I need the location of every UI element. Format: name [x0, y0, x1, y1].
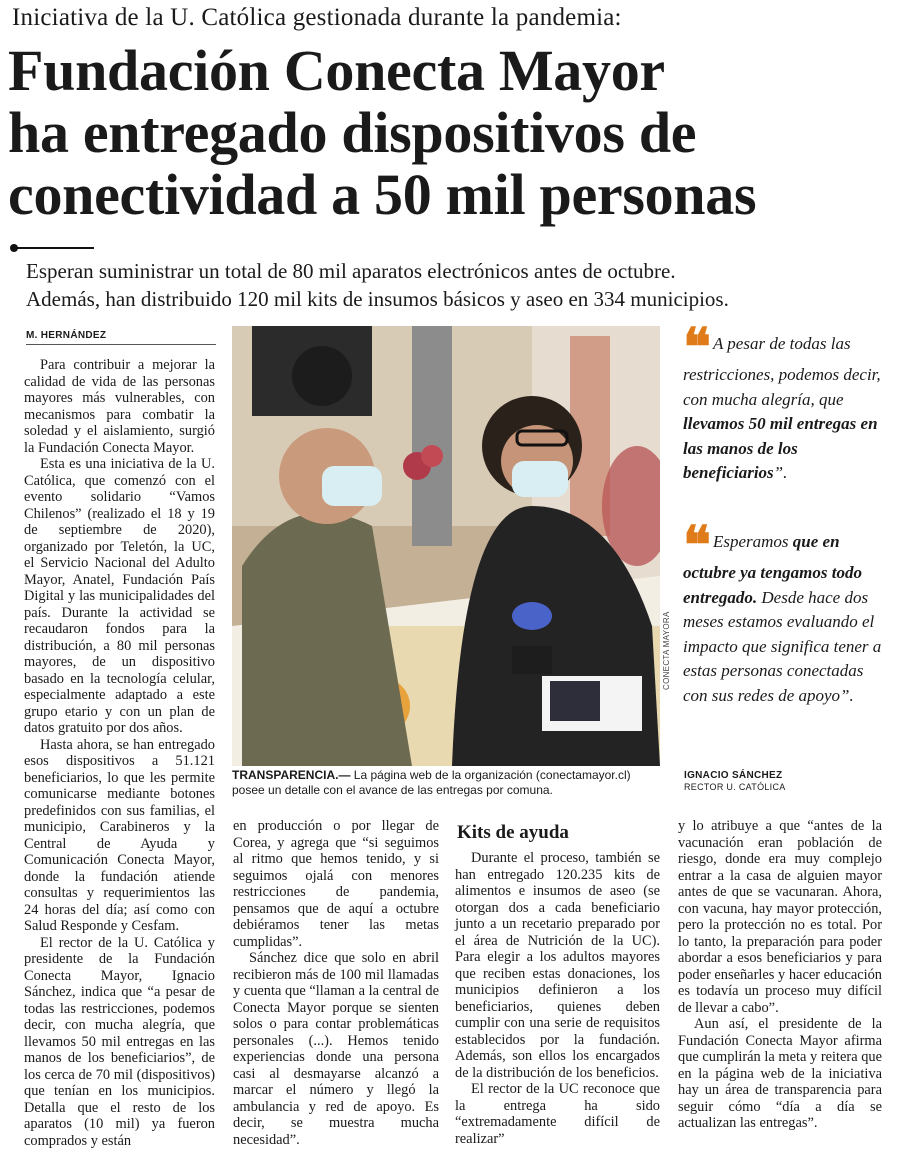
paragraph: en producción o por llegar de Corea, y agrega que “si seguimos al ritmo que hemos tenido, y si seguimos ojalá con menores restricciones de pandemia, pensamos que de aquí a octubre debiéramos tener las metas cumplidas”.: [233, 818, 439, 950]
paragraph: Esta es una iniciativa de la U. Católica, que comenzó con el evento solidario “Vamos Chilenos” (realizado el 18 y 19 de septiembre de 2020), organizado por Teletón, la UC, el Servicio Nacional del Adulto Mayor, Anatel, Fundación País Digital y las municipalidades del país. Durante la actividad se recaudaron fondos para la distribución, a 80 mil personas mayores, de un dispositivo basado en la tecnología celular, especialmente adaptado a este grupo etario y con un plan de datos gratuito por dos años.: [24, 456, 215, 736]
deck-line: Esperan suministrar un total de 80 mil aparatos electrónicos antes de octubre.: [26, 259, 676, 283]
paragraph: Sánchez dice que solo en abril recibieron más de 100 mil llamadas y cuenta que “llaman a la central de Conecta Mayor porque se sienten solos o para contar problemáticas personales (...). Hemos tenido experiencias donde una persona casi al desmayarse alcanzó a marcar el número y llegó la ambulancia y red de apoyo. Es decir, se muestra mucha necesidad”.: [233, 950, 439, 1148]
headline-line: conectividad a 50 mil personas: [8, 162, 757, 227]
paragraph: El rector de la UC reconoce que la entrega ha sido “extremadamente difícil de realizar”: [455, 1081, 660, 1147]
quote-text: Esperamos: [712, 532, 793, 551]
body-column-2: [233, 818, 439, 1148]
paragraph: y lo atribuye a que “antes de la vacunación eran población de riesgo, donde era muy complejo entrar a la casa de alguien mayor antes de que se vacunaran. Ahora, con vacuna, hay mayor protección, pero la protección no es total. Por lo tanto, la preparación para poder abordar a esos beneficiarios y para poder enseñarles y hacer educación es todavía un proceso muy difícil de llevar a cabo”.: [678, 818, 882, 1016]
body-column-3: [455, 850, 660, 1147]
pull-quote-2: [683, 515, 883, 708]
quote-text: ”.: [773, 463, 788, 482]
quote-text: Desde hace dos meses estamos evaluando el impacto que significa tener a estas personas conectadas con sus redes de apoyo”.: [683, 587, 882, 705]
body-column-1: [24, 357, 215, 1149]
paragraph: Aun así, el presidente de la Fundación Conecta Mayor afirma que cumplirán la meta y reitera que en la página web de la iniciativa hay un área de transparencia para seguir cómo “día a día se actualizan las entregas”.: [678, 1016, 882, 1131]
deck-line: Además, han distribuido 120 mil kits de insumos básicos y aseo en 334 municipios.: [26, 287, 729, 311]
photo-credit: CONECTA MAYORA: [662, 611, 671, 690]
separator-line: [16, 247, 94, 249]
quote-mark-icon: ❝: [683, 515, 705, 576]
paragraph: El rector de la U. Católica y presidente de la Fundación Conecta Mayor, Ignacio Sánchez, indica que “a pesar de todas las restricciones, podemos decir, con mucha alegría, que llevamos 50 mil entregas en las manos de los beneficiarios”, de los cerca de 70 mil (dispositivos) que tenían en los municipios. Detalla que el resto de los aparatos (10 mil) ya fueron comprados y están: [24, 934, 215, 1149]
caption-text: La página web de la organización (conectamayor.cl) posee un detalle con el avance de las entregas por comuna.: [232, 768, 631, 797]
article-photo: [232, 326, 660, 766]
paragraph: Hasta ahora, se han entregado esos dispositivos a 51.121 beneficiarios, lo que les permite comunicarse mediante botones predefinidos con sus familias, el municipio, Carabineros y la Central de Ayuda y Comunicación Conecta Mayor, donde la fundación atiende consultas y requerimientos las 24 horas del día; así como con Salud Responde y Cesfam.: [24, 736, 215, 934]
paragraph: Para contribuir a mejorar la calidad de vida de las personas mayores más vulnerables, con mecanismos para combatir la soledad y el aislamiento, surgió la Fundación Conecta Mayor.: [24, 357, 215, 456]
headline-line: ha entregado dispositivos de: [8, 100, 697, 165]
quote-emphasis: que en octubre ya tengamos todo entregado.: [683, 532, 862, 607]
photo-illustration: [232, 326, 660, 766]
quote-emphasis: llevamos 50 mil entregas en las manos de los beneficiarios: [683, 414, 878, 482]
headline: [8, 40, 898, 226]
photo-caption: [232, 768, 660, 798]
paragraph: Durante el proceso, también se han entregado 120.235 kits de alimentos e insumos de aseo (se otorgan dos a cada beneficiario junto a un recetario preparado por el área de Nutrición de la UC). Para elegir a los adultos mayores que reciben estas donaciones, los municipios definieron a los beneficiarios, quienes deben cumplir con una serie de requisitos establecidos por la fundación. Además, son ellos los encargados de la distribución de los beneficios.: [455, 850, 660, 1081]
subhead: Kits de ayuda: [457, 822, 569, 843]
quote-author-role: RECTOR U. CATÓLICA: [684, 782, 786, 792]
kicker: Iniciativa de la U. Católica gestionada durante la pandemia:: [12, 4, 622, 31]
deck: [26, 257, 896, 313]
byline: M. HERNÁNDEZ: [26, 330, 216, 345]
caption-lead: TRANSPARENCIA.—: [232, 768, 351, 782]
quote-mark-icon: ❝: [683, 317, 705, 378]
headline-line: Fundación Conecta Mayor: [8, 38, 665, 103]
quote-text: A pesar de todas las restricciones, podemos decir, con mucha alegría, que: [683, 334, 881, 409]
quote-author-name: IGNACIO SÁNCHEZ: [684, 770, 783, 781]
body-column-4: [678, 818, 882, 1132]
pull-quote-1: [683, 317, 883, 486]
